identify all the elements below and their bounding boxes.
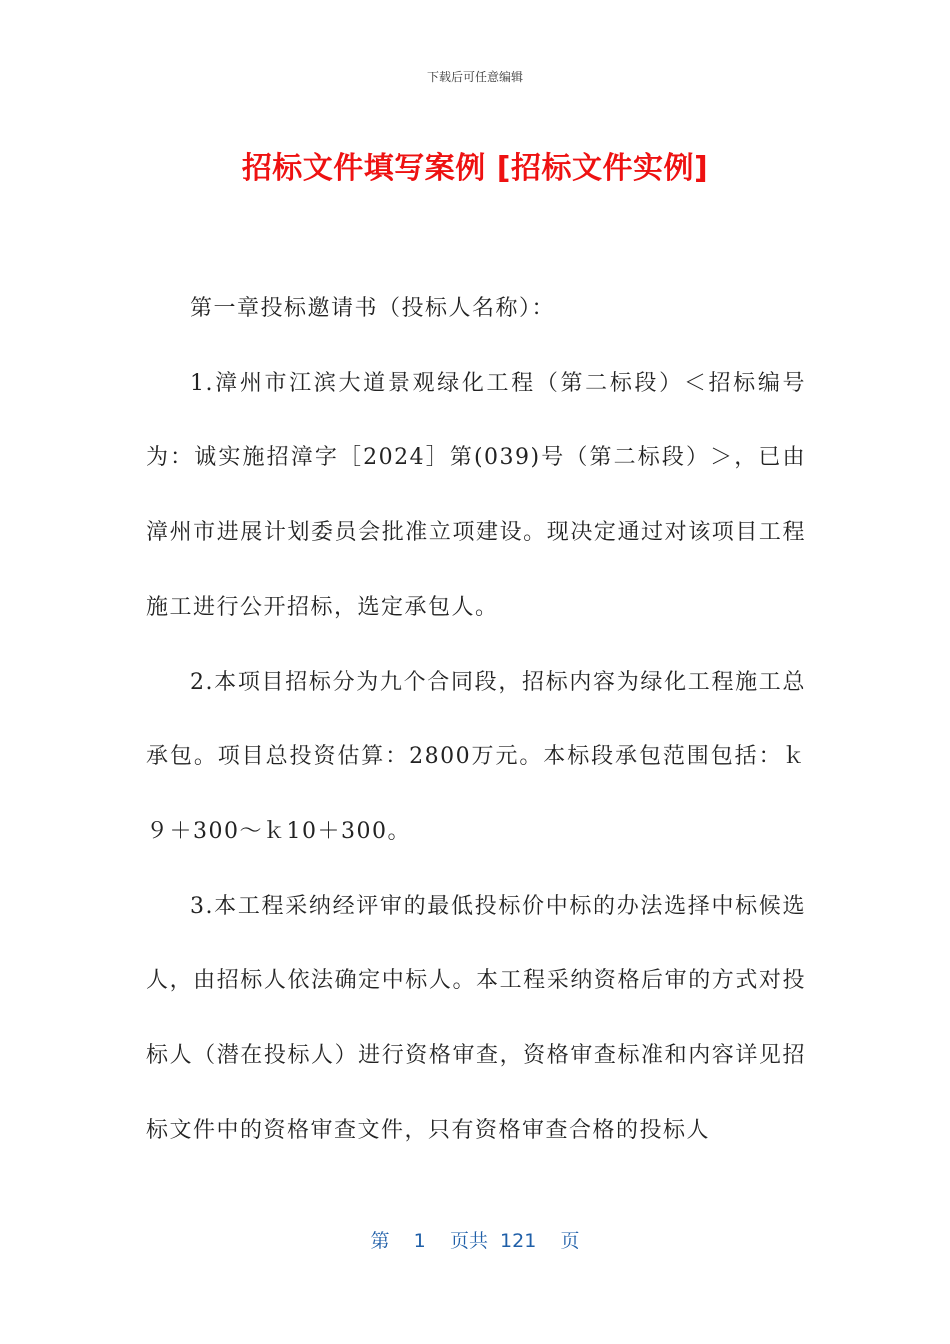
document-body (146, 272, 806, 1168)
document-title: 招标文件填写案例 [招标文件实例] (241, 151, 709, 186)
header-note: 下载后可任意编辑 (426, 70, 523, 84)
paragraph-2: 2.本项目招标分为九个合同段，招标内容为绿化工程施工总承包。项目总投资估算：2800万元。本标段承包范围包括：ｋ９＋300～ｋ10＋300。 (146, 669, 806, 844)
paragraph-3: 3.本工程采纳经评审的最低投标价中标的办法选择中标候选人，由招标人依法确定中标人。本工程采纳资格后审的方式对投标人（潜在投标人）进行资格审查，资格审查标准和内容详见招标文件中的资格审查文件，只有资格审查合格的投标人 (146, 893, 806, 1143)
page-footer (0, 1226, 950, 1253)
paragraph-chapter-heading: 第一章投标邀请书（投标人名称）： (190, 296, 556, 321)
footer-total-pages: 121 (500, 1230, 537, 1252)
paragraph-1: 1.漳州市江滨大道景观绿化工程（第二标段）＜招标编号为：诚实施招漳字［2024］第(039)号（第二标段）＞，已由漳州市进展计划委员会批准立项建设。现决定通过对该项目工程施工进行公开招标，选定承包人。 (146, 370, 806, 620)
footer-middle: 页共 (449, 1230, 488, 1252)
footer-page-number: 1 (413, 1230, 426, 1252)
footer-suffix: 页 (560, 1230, 580, 1252)
footer-prefix: 第 (370, 1230, 390, 1252)
